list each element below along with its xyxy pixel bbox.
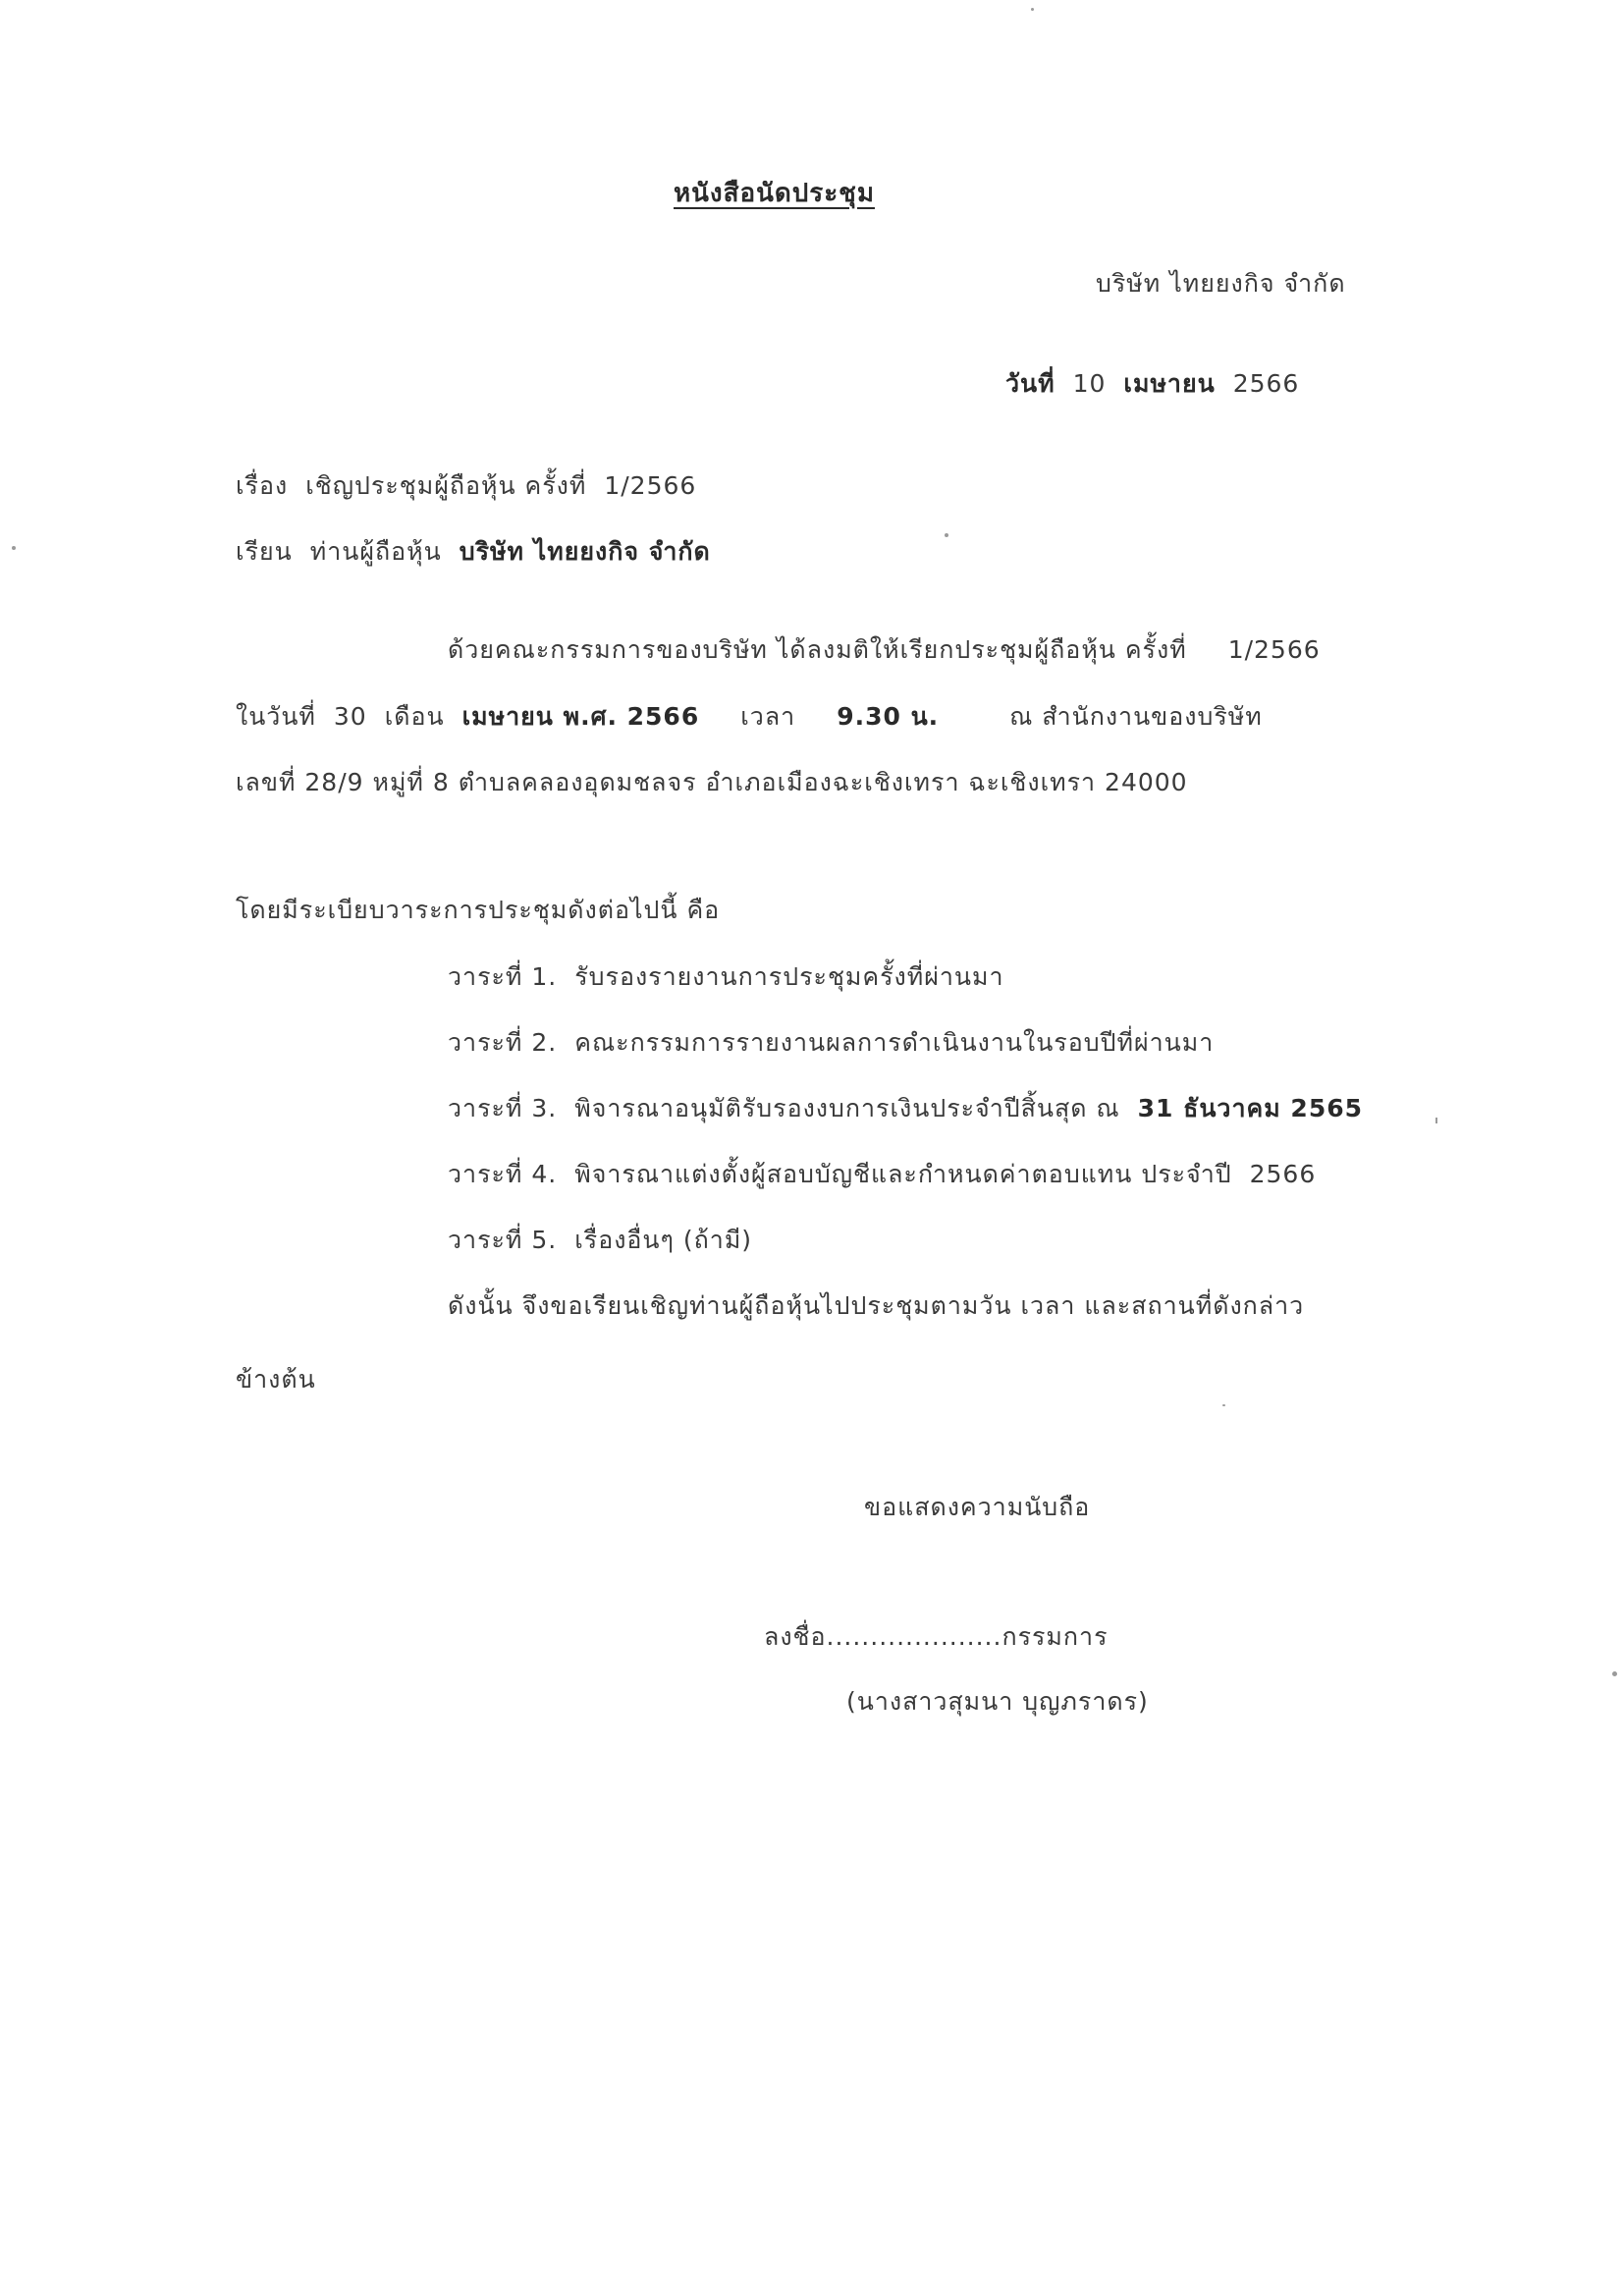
agenda-item-label: วาระที่ 3. [448, 1094, 558, 1122]
agenda-item [448, 1224, 752, 1257]
meeting-month-label: เดือน [384, 702, 445, 731]
recipient-label: เรียน [236, 537, 293, 566]
scan-speck [12, 546, 16, 550]
agenda-item-label: วาระที่ 4. [448, 1160, 558, 1188]
meeting-time-label: เวลา [740, 702, 796, 731]
meeting-day-prefix: ในวันที่ [236, 702, 316, 731]
scan-speck [945, 533, 948, 537]
document-title: หนังสือนัดประชุม [674, 179, 875, 208]
signature-line: ลงชื่อ....................กรรมการ [764, 1622, 1109, 1651]
date-month: เมษายน [1123, 369, 1216, 398]
body-line-3: เลขที่ 28/9 หมู่ที่ 8 ตำบลคลองอุดมชลจร อำเภอเมืองฉะเชิงเทรา ฉะเชิงเทรา 24000 [236, 768, 1188, 796]
meeting-month: เมษายน พ.ศ. 2566 [461, 702, 700, 731]
regards: ขอแสดงความนับถือ [864, 1493, 1091, 1521]
date-day: 10 [1072, 369, 1107, 398]
date-year: 2566 [1232, 369, 1300, 398]
company-header: บริษัท ไทยยงกิจ จำกัด [1096, 269, 1346, 298]
subject-line [236, 469, 696, 503]
recipient-text: ท่านผู้ถือหุ้น [309, 537, 442, 566]
document-date [1005, 367, 1299, 401]
closing-line-1: ดังนั้น จึงขอเรียนเชิญท่านผู้ถือหุ้นไปประชุมตามวัน เวลา และสถานที่ดังกล่าว [448, 1291, 1305, 1320]
agenda-item-date: 31 ธันวาคม 2565 [1137, 1094, 1363, 1122]
agenda-item-text: เรื่องอื่นๆ (ถ้ามี) [574, 1226, 753, 1254]
subject-label: เรื่อง [236, 471, 289, 500]
scan-speck [1612, 1671, 1617, 1676]
recipient-line [236, 535, 711, 569]
agenda-item [448, 1158, 1316, 1191]
agenda-item-year: 2566 [1249, 1160, 1317, 1188]
date-label: วันที่ [1005, 369, 1056, 398]
scan-speck [1435, 1118, 1437, 1123]
agenda-item-label: วาระที่ 5. [448, 1226, 558, 1254]
agenda-item [448, 1092, 1363, 1125]
scan-speck [1031, 8, 1034, 11]
body-line-1 [448, 633, 1321, 667]
meeting-time: 9.30 น. [837, 702, 940, 731]
agenda-item [448, 1026, 1214, 1060]
agenda-item-text: คณะกรรมการรายงานผลการดำเนินงานในรอบปีที่ผ่านมา [574, 1028, 1215, 1057]
subject-number: 1/2566 [604, 471, 697, 500]
recipient-company: บริษัท ไทยยงกิจ จำกัด [459, 537, 711, 566]
subject-text: เชิญประชุมผู้ถือหุ้น ครั้งที่ [305, 471, 587, 500]
agenda-item-text: พิจารณาอนุมัติรับรองงบการเงินประจำปีสิ้นสุด ณ [574, 1094, 1120, 1122]
closing-line-2: ข้างต้น [236, 1365, 316, 1394]
agenda-item-label: วาระที่ 1. [448, 962, 558, 991]
meeting-day: 30 [333, 702, 367, 731]
body-line-1-number: 1/2566 [1227, 635, 1321, 664]
signer-name: (นางสาวสุมนา บุญภราดร) [846, 1687, 1149, 1716]
agenda-item-label: วาระที่ 2. [448, 1028, 558, 1057]
agenda-item [448, 960, 1004, 994]
agenda-item-text: พิจารณาแต่งตั้งผู้สอบบัญชีและกำหนดค่าตอบแทน ประจำปี [574, 1160, 1232, 1188]
body-line-2 [236, 700, 1263, 734]
scan-speck [1222, 1404, 1225, 1406]
body-line-1-text: ด้วยคณะกรรมการของบริษัท ได้ลงมติให้เรียกประชุมผู้ถือหุ้น ครั้งที่ [448, 635, 1187, 664]
agenda-item-text: รับรองรายงานการประชุมครั้งที่ผ่านมา [574, 962, 1004, 991]
meeting-place: ณ สำนักงานของบริษัท [1009, 702, 1263, 731]
agenda-intro: โดยมีระเบียบวาระการประชุมดังต่อไปนี้ คือ [236, 896, 721, 924]
